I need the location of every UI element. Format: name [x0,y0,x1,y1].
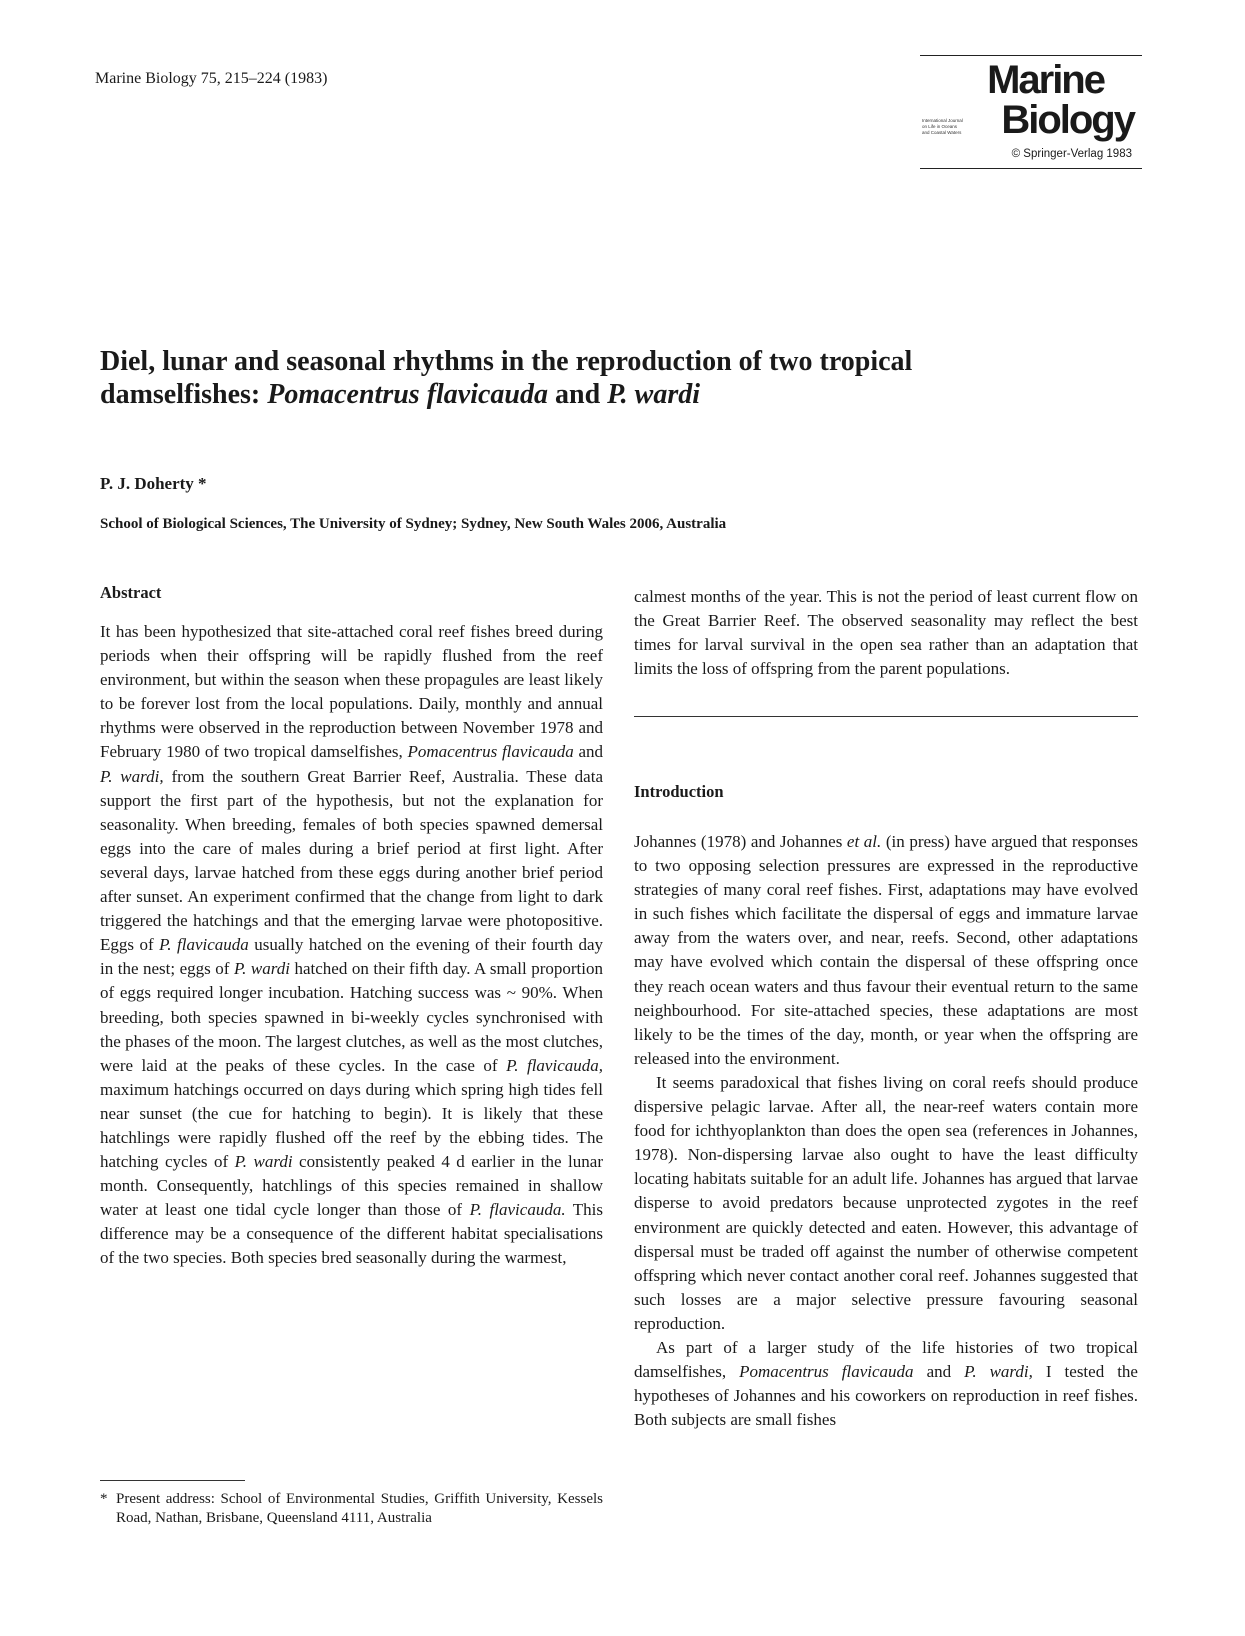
journal-logo [920,55,1142,169]
author-affiliation: School of Biological Sciences, The University of Sydney; Sydney, New South Wales 2006, Australia [100,516,727,532]
title-species-2: P. wardi [607,379,701,410]
logo-tagline-line: and Coastal Waters [922,130,962,135]
abstract-text: and [573,742,604,762]
intro-text: I tested the hypotheses of Johannes and his coworkers on reproduction in reef fishes. Both subjects are small fishes [634,1362,1138,1430]
abstract-text: It has been hypothesized that site-attached coral reef fishes breed during periods when their offspring will be rapidly flushed from the reef environment, but within the season when these propagules are least likely to be forever lost from the local populations. Daily, monthly and annual rhythms were observed in the reproduction between November 1978 and February 1980 of two tropical damselfishes, [100,622,603,762]
intro-text: As part of a larger study of the life histories of two tropical damselfishes, [634,1337,1138,1382]
abstract-body-left [100,620,603,1271]
introduction-heading: Introduction [634,782,724,801]
intro-text: Johannes (1978) and Johannes [634,832,847,851]
species-name: P. wardi [234,1152,293,1172]
footnote-mark: * [100,1491,108,1507]
abstract-text: consistently peaked 4 d earlier in the lunar month. Consequently, hatchlings of this species remained in shallow water at least one tidal cycle longer than those of [100,1152,603,1220]
abstract-text: hatched on their fifth day. A small proportion of eggs required longer incubation. Hatching success was ~ 90%. When breeding, both species spawned in bi-weekly cycles synchronised with the phases of the moon. The largest clutches, as well as the most clutches, were laid at the peaks of these cycles. In the case of [100,959,603,1075]
logo-wordmark [920,56,1142,148]
abstract-text: maximum hatchings occurred on days during which spring high tides fell near sunset (the cue for hatching to begin). It is likely that these hatchlings were rapidly flushed off the reef by the ebbing tides. The hatching cycles of [100,1079,603,1172]
logo-tagline-line: on Life in Oceans [922,124,958,129]
intro-text: (in press) have argued that responses to two opposing selection pressures are expressed in the reproductive strategies of many coral reef fishes. First, adaptations may have evolved in such fishes which facilitate the dispersal of eggs and immature larvae away from the waters over, and near, reefs. Second, other adaptations may have evolved which contain the dispersal of these offspring once they reach ocean waters and thus favour their eventual return to the same neighbourhood. For site-attached species, these adaptations are most likely to be the times of the day, month, or year when the offspring are released into the environment. [634,832,1138,1068]
abstract-paragraph [100,620,603,1271]
logo-bottom-rule [920,168,1142,169]
copyright-notice: © Springer-Verlag 1983 [1011,148,1132,160]
species-name: P. flavicauda [159,935,249,955]
footnote-rule [100,1480,245,1481]
logo-tagline [922,118,978,136]
footnote-text: Present address: School of Environmental Studies, Griffith University, Kessels Road, Nathan, Brisbane, Queensland 4111, Australia [116,1491,603,1526]
abstract-text: This difference may be a consequence of the different habitat specialisations of the two species. Both species bred seasonally during the warmest, [100,1200,604,1268]
title-text: Diel, lunar and seasonal rhythms in the reproduction of two tropical damselfishes: [100,346,913,410]
intro-italic: et al. [846,832,882,851]
journal-citation: Marine Biology 75, 215–224 (1983) [95,70,328,87]
species-name: P. wardi, [100,766,164,786]
species-name: Pomacentrus flavicauda [407,742,574,762]
species-name: Pomacentrus flavicauda [739,1362,914,1382]
intro-text: and [913,1362,965,1382]
abstract-end-rule [634,716,1138,717]
introduction-body [634,830,1138,1432]
author-name: P. J. Doherty * [100,474,207,493]
abstract-body-right [634,585,1138,681]
title-species-1: Pomacentrus flavicauda [267,379,548,410]
intro-paragraph-2: It seems paradoxical that fishes living on coral reefs should produce dispersive pelagic larvae. After all, the near-reef waters contain more food for ichthyoplankton than does the open sea (references in Johannes, 1978). Non-dispersing larvae also ought to have the least difficulty locating habitats suitable for an adult life. Johannes has argued that larvae disperse to avoid predators because unprotected zygotes in the reef environment are quickly detected and eaten. However, this advantage of dispersal must be traded off against the number of otherwise competent offspring which never contact another coral reef. Johannes suggested that such losses are a major selective pressure favouring seasonal reproduction. [634,1072,1138,1333]
logo-tagline-line: International Journal [922,118,963,123]
species-name: P. wardi, [964,1362,1033,1382]
species-name: P. wardi [233,959,290,979]
abstract-text: usually hatched on the evening of their fourth day in the nest; eggs of [100,935,603,979]
article-title [100,345,1000,411]
title-conjunction: and [548,379,608,410]
intro-paragraph-3 [634,1336,1138,1432]
species-name: P. flavicauda. [469,1200,566,1220]
intro-paragraph-1 [634,830,1138,1071]
abstract-text: from the southern Great Barrier Reef, Australia. These data support the first part of the hypothesis, but not the explanation for seasonality. When breeding, females of both species spawned demersal eggs into the care of males during a brief period at first light. After several days, larvae hatched from these eggs during another brief period after sunset. An experiment confirmed that the change from light to dark triggered the hatchings and that the emerging larvae were photopositive. Eggs of [100,766,603,955]
abstract-paragraph-continued: calmest months of the year. This is not the period of least current flow on the Great Barrier Reef. The observed seasonality may reflect the best times for larval survival in the open sea rather than an adaptation that limits the loss of offspring from the parent populations. [634,587,1138,679]
abstract-heading: Abstract [100,583,162,602]
logo-word-biology: Biology [1001,98,1134,142]
species-name: P. flavicauda, [506,1055,603,1075]
footnote [100,1490,603,1528]
logo-word-marine: Marine [987,58,1104,102]
